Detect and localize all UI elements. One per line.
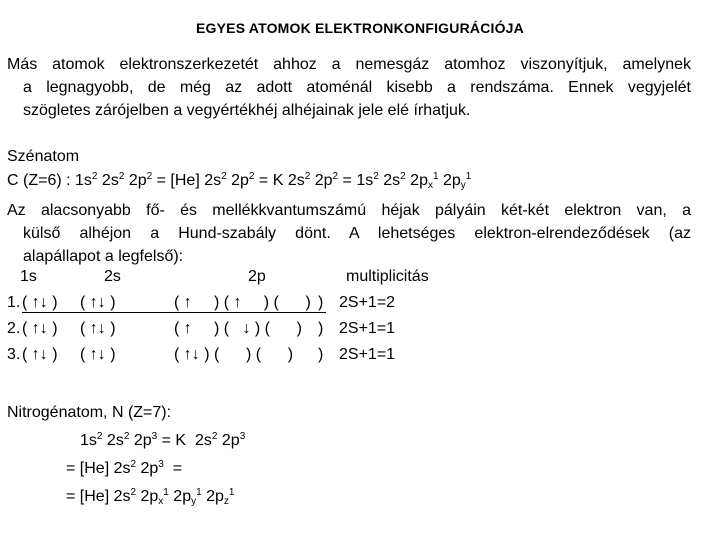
cell-1s: ( ↑↓ ) (22, 320, 58, 337)
row-number: 3. (7, 346, 21, 363)
nitrogen-line-1 (80, 432, 245, 450)
formula-sub: y (460, 180, 466, 191)
header-1s: 1s (20, 268, 37, 285)
row-number: 1. (7, 294, 21, 311)
formula-text: 2s (97, 172, 119, 189)
formula-sup: 1 (465, 171, 472, 182)
formula-text: 2p (136, 460, 159, 477)
cell-close: ) (318, 346, 324, 363)
nitrogen-line-2 (66, 460, 182, 478)
cell-2p: ( ↑↓ ) ( ) ( ) (174, 346, 294, 363)
formula-sup: 2 (304, 171, 311, 182)
formula-text: = 1s (338, 172, 374, 189)
formula-text: 2s (378, 172, 401, 189)
header-2s: 2s (104, 268, 121, 285)
intro-line-1: Más atomok elektronszerkezetét ahhoz a nemesgáz atomhoz viszonyítjuk, amelynek (7, 56, 691, 73)
cell-2s: ( ↑↓ ) (80, 320, 116, 337)
formula-sup: 2 (400, 171, 406, 182)
carbon-heading: Szénatom (7, 148, 80, 165)
formula-text: = K 2s (254, 172, 305, 189)
formula-sup: 2 (373, 171, 379, 182)
formula-text: 2s (102, 432, 124, 449)
formula-sup: 1 (163, 487, 169, 498)
carbon-formula (7, 172, 471, 190)
formula-sup: 1 (432, 171, 439, 182)
formula-text: C (Z=6) : 1s (7, 172, 92, 189)
formula-text: 2p (136, 488, 159, 505)
formula-sup: 2 (221, 171, 227, 182)
intro-line-3: szögletes zárójelben a vegyértékhéj alhéjainak jele elé írhatjuk. (23, 102, 471, 119)
cell-multiplicity: 2S+1=2 (339, 294, 396, 311)
formula-sup: 1 (228, 487, 235, 498)
formula-text: 2p (226, 172, 249, 189)
formula-text: = K 2s (157, 432, 212, 449)
cell-multiplicity: 2S+1=1 (339, 320, 396, 337)
cell-1s: ( ↑↓ ) (22, 346, 58, 363)
formula-sup: 2 (118, 171, 125, 182)
page-title: EGYES ATOMOK ELEKTRONKONFIGURÁCIÓJA (196, 20, 524, 36)
formula-sup: 3 (239, 431, 246, 442)
formula-sup: 3 (151, 431, 158, 442)
formula-sup: 2 (130, 487, 137, 498)
cell-multiplicity: 2S+1=1 (339, 346, 396, 363)
formula-sup: 2 (96, 431, 103, 442)
formula-text: 2p (124, 172, 147, 189)
formula-sub: z (223, 496, 229, 507)
formula-text: = (163, 460, 183, 477)
header-multiplicity: multiplicitás (346, 268, 429, 285)
cell-2s: ( ↑↓ ) (80, 346, 116, 363)
formula-text: 2p (201, 488, 224, 505)
cell-2s: ( ↑↓ ) (80, 294, 174, 313)
formula-text: = [He] 2s (66, 488, 131, 505)
intro-paragraph (7, 53, 691, 122)
formula-text: 2p (438, 172, 461, 189)
formula-text: = [He] 2s (66, 460, 131, 477)
formula-sup: 2 (130, 459, 137, 470)
intro-line-2: a legnagyobb, de még az adott atoménál kisebb a rendszáma. Ennek vegyjelét (23, 79, 691, 96)
formula-sub: x (158, 496, 164, 507)
formula-sup: 2 (211, 431, 218, 442)
cell-2p: ( ↑ ) ( ↓ ) ( ) (174, 320, 302, 337)
formula-text: 2p (168, 488, 192, 505)
formula-sup: 2 (332, 171, 339, 182)
cell-2p: ( ↑ ) ( ↑ ) ( ) (174, 294, 326, 313)
carbon-desc-line-3: alapállapot a legfelső): (23, 248, 184, 265)
nitrogen-heading: Nitrogénatom, N (Z=7): (7, 404, 172, 421)
formula-sup: 2 (91, 171, 98, 182)
formula-sub: x (427, 180, 433, 191)
header-2p: 2p (248, 268, 266, 285)
cell-close: ) (318, 320, 324, 337)
cell-1s: ( ↑↓ ) (22, 294, 80, 313)
formula-text: 1s (80, 432, 97, 449)
formula-text: 2p (310, 172, 333, 189)
carbon-desc-line-1: Az alacsonyabb fő- és mellékkvantumszámú héjak pályáin két-két elektron van, a (7, 202, 691, 219)
formula-sup: 2 (146, 171, 153, 182)
formula-sup: 1 (196, 487, 202, 498)
formula-text: 2p (129, 432, 152, 449)
formula-sup: 2 (123, 431, 130, 442)
cell-close: ) (318, 294, 324, 311)
nitrogen-line-3 (66, 488, 234, 506)
formula-text: = [He] 2s (152, 172, 222, 189)
formula-text: 2p (405, 172, 428, 189)
formula-sup: 3 (158, 459, 164, 470)
row-number: 2. (7, 320, 21, 337)
carbon-description (7, 199, 691, 268)
formula-text: 2p (217, 432, 240, 449)
formula-sup: 2 (248, 171, 255, 182)
carbon-desc-line-2: külső alhéjon a Hund-szabály dönt. A lehetséges elektron-elrendeződések (az (23, 225, 691, 242)
formula-sub: y (191, 496, 197, 507)
